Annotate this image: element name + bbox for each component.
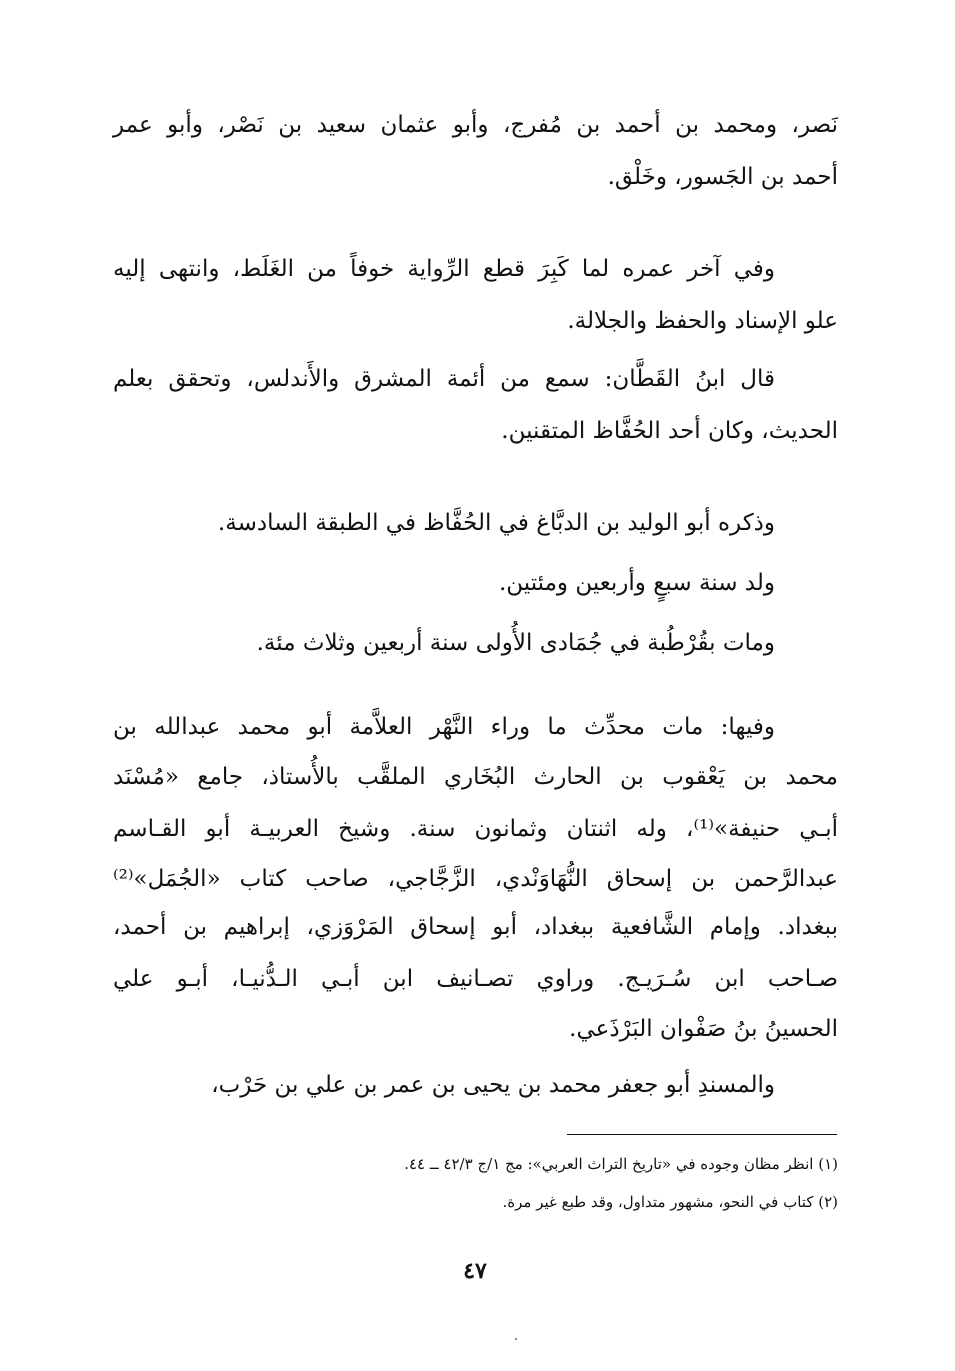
paragraph-7-line-4: عبدالرَّحمن بن إسحاق النُّهَاوَنْدي، الزَّجَّاجي، صاحب كتاب «الجُمَل»⁽²⁾ [113, 866, 838, 892]
paragraph-8-line-1: والمسندِ أبو جعفر محمد بن يحيى بن عمر بن علي بن حَرْب، [211, 1072, 775, 1098]
paragraph-1-line-2: أحمد بن الجَسور، وخَلْق. [607, 164, 838, 190]
paragraph-2-line-2: علو الإسناد والحفظ والجلالة. [567, 308, 838, 334]
scan-dot [515, 1338, 517, 1340]
footnote-2: (٢) كتاب في النحو، مشهور متداول، وقد طبع غير مرة. [502, 1193, 838, 1211]
paragraph-7-line-2: محمد بن يَعْقوب بن الحارث البُخَاري الملقَّب بالأُستاذ، جامع «مُسْنَد [113, 764, 838, 790]
paragraph-7-line-3: أبـي حنيفة»⁽¹⁾، وله اثنتان وثمانون سنة. وشيخ العربيـة أبو القـاسم [113, 816, 839, 842]
page-number: ٤٧ [463, 1258, 487, 1284]
paragraph-7-line-7: الحسينُ بنُ صَفْوان البَرْذَعي. [569, 1016, 838, 1042]
footnote-separator [567, 1134, 837, 1135]
footnote-1: (١) انظر مظان وجوده في «تاريخ التراث العربي»: مج ١/ج ٤٢/٣ ــ ٤٤. [404, 1155, 838, 1173]
paragraph-6-line-1: ومات بقُرْطُبة في جُمَادى الأُولى سنة أربعين وثلاث مئة. [256, 630, 775, 656]
paragraph-4-line-1: وذكره أبو الوليد بن الدبَّاغ في الحُفَّاظ في الطبقة السادسة. [217, 510, 775, 536]
paragraph-7-line-6: صـاحب ابن سُـرَيـج. وراوي تصـانيف ابن أبـي الـدُّنيـا، أبـو علي [113, 966, 838, 992]
paragraph-7-line-5: ببغداد. وإمام الشَّافعية ببغداد، أبو إسحاق المَرْوَزي، إبراهيم بن أحمد، [113, 914, 838, 940]
paragraph-1-line-1: نَصر، ومحمد بن أحمد بن مُفرج، وأبو عثمان سعيد بن نَصْر، وأبو عمر [113, 112, 838, 138]
paragraph-7-line-1: وفيها: مات محدِّث ما وراء النَّهْر العلاَّمة أبو محمد عبدالله بن [113, 714, 775, 740]
paragraph-2-line-1: وفي آخر عمره لما كَبِرَ قطع الرِّواية خوفاً من الغَلَط، وانتهى إليه [113, 256, 775, 282]
paragraph-3-line-1: قال ابنُ القَطَّان: سمع من أئمة المشرق والأَندلس، وتحقق بعلم [113, 366, 775, 392]
paragraph-5-line-1: ولد سنة سبعٍ وأربعين ومئتين. [498, 570, 775, 596]
paragraph-3-line-2: الحديث، وكان أحد الحُفَّاظ المتقنين. [501, 418, 838, 444]
